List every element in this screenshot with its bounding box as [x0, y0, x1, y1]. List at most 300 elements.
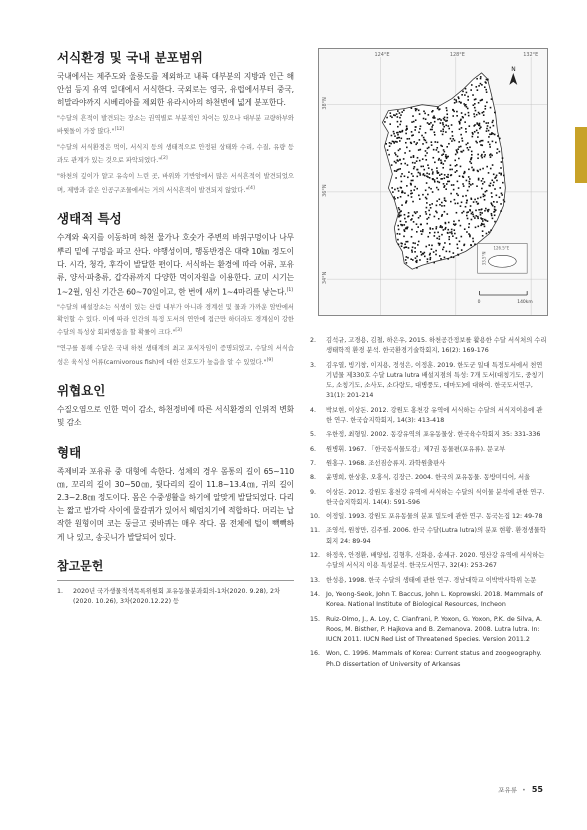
occurrence-dot: [449, 243, 451, 245]
occurrence-dot: [442, 249, 444, 251]
occurrence-dot: [447, 174, 449, 176]
occurrence-dot: [478, 102, 480, 104]
occurrence-dot: [418, 149, 420, 151]
occurrence-dot: [441, 205, 443, 207]
reference-number: 11.: [310, 527, 321, 535]
occurrence-dot: [460, 119, 462, 121]
occurrence-dot: [439, 182, 441, 184]
occurrence-dot: [406, 128, 408, 130]
occurrence-dot: [456, 193, 458, 195]
occurrence-dot: [446, 146, 448, 148]
occurrence-dot: [428, 244, 430, 246]
occurrence-dot: [418, 217, 420, 219]
reference-item: [310, 551, 548, 572]
occurrence-dot: [497, 148, 499, 150]
lat-label-34: 34°N: [321, 271, 328, 285]
reference-text: Won, C. 1996. Mammals of Korea: Current status and zoogeography. Ph.D dissertation of University of Arkansas: [326, 650, 542, 668]
occurrence-dot: [426, 223, 428, 225]
occurrence-dot: [419, 128, 421, 130]
occurrence-dot: [486, 122, 488, 124]
svg-text:126.5°E: 126.5°E: [493, 245, 510, 251]
occurrence-dot: [486, 91, 488, 93]
occurrence-dot: [433, 262, 435, 264]
occurrence-dot: [456, 212, 458, 214]
reference-item: [310, 473, 548, 483]
occurrence-dot: [499, 151, 501, 153]
occurrence-dot: [486, 233, 488, 235]
occurrence-dot: [423, 110, 425, 112]
occurrence-dot: [398, 214, 400, 216]
occurrence-dot: [444, 205, 446, 207]
lon-label-124: 124°E: [374, 52, 390, 59]
occurrence-dot: [422, 158, 424, 160]
occurrence-dot: [474, 243, 476, 245]
occurrence-dot: [443, 126, 445, 128]
occurrence-dot: [420, 166, 422, 168]
occurrence-dot: [434, 162, 436, 164]
occurrence-dot: [479, 169, 481, 171]
occurrence-dot: [432, 124, 434, 126]
occurrence-dot: [418, 195, 420, 197]
occurrence-dot: [416, 223, 418, 225]
occurrence-dot: [398, 150, 400, 152]
occurrence-dot: [477, 132, 479, 134]
occurrence-dot: [487, 125, 489, 127]
occurrence-dot: [455, 223, 457, 225]
occurrence-dot: [397, 121, 399, 123]
occurrence-dot: [406, 262, 408, 264]
occurrence-dot: [413, 168, 415, 170]
occurrence-dot: [411, 180, 413, 182]
occurrence-dot: [427, 164, 429, 166]
occurrence-dot: [408, 247, 410, 249]
occurrence-dot: [422, 174, 424, 176]
occurrence-dot: [410, 190, 412, 192]
occurrence-dot: [413, 121, 415, 123]
occurrence-dot: [429, 214, 431, 216]
occurrence-dot: [458, 146, 460, 148]
occurrence-dot: [502, 157, 504, 159]
occurrence-dot: [397, 110, 399, 112]
occurrence-dot: [398, 243, 400, 245]
occurrence-dot: [402, 192, 404, 194]
occurrence-dot: [459, 101, 461, 103]
occurrence-dot: [434, 232, 436, 234]
occurrence-dot: [432, 171, 434, 173]
occurrence-dot: [416, 261, 418, 263]
occurrence-dot: [407, 195, 409, 197]
occurrence-dot: [425, 140, 427, 142]
occurrence-dot: [400, 187, 402, 189]
occurrence-dot: [496, 152, 498, 154]
occurrence-dot: [407, 138, 409, 140]
occurrence-dot: [424, 256, 426, 258]
occurrence-dot: [488, 231, 490, 233]
occurrence-dot: [468, 115, 470, 117]
occurrence-dot: [443, 149, 445, 151]
occurrence-dot: [439, 204, 441, 206]
occurrence-dot: [470, 158, 472, 160]
occurrence-dot: [477, 157, 479, 159]
occurrence-dot: [400, 176, 402, 178]
occurrence-dot: [406, 125, 408, 127]
occurrence-dot: [475, 141, 477, 143]
occurrence-dot: [480, 225, 482, 227]
occurrence-dot: [399, 159, 401, 161]
occurrence-dot: [443, 229, 445, 231]
occurrence-dot: [417, 176, 419, 178]
occurrence-dot: [446, 183, 448, 185]
occurrence-dot: [463, 245, 465, 247]
occurrence-dot: [499, 172, 501, 174]
reference-item: [310, 512, 548, 522]
occurrence-dot: [419, 160, 421, 162]
occurrence-dot: [481, 180, 483, 182]
occurrence-dot: [478, 209, 480, 211]
occurrence-dot: [471, 151, 473, 153]
occurrence-dot: [405, 228, 407, 230]
occurrence-dot: [485, 220, 487, 222]
occurrence-dot: [472, 238, 474, 240]
occurrence-dot: [492, 185, 494, 187]
occurrence-dot: [468, 186, 470, 188]
occurrence-dot: [460, 146, 462, 148]
occurrence-dot: [393, 196, 395, 198]
occurrence-dot: [427, 258, 429, 260]
occurrence-dot: [451, 184, 453, 186]
occurrence-dot: [420, 230, 422, 232]
distribution-map: [318, 48, 548, 316]
occurrence-dot: [422, 231, 424, 233]
occurrence-dot: [440, 258, 442, 260]
reference-text: Ruiz-Olmo, J., A. Loy, C. Cianfrani, P. Yoxon, G. Yoxon, P.K. de Silva, A. Roos, M. Bisther, P. Hajkova and B. Zemanova. 2008. Lutra lutra. In: IUCN 2011. IUCN Red List of Threatened Species. Version 2011.2: [326, 615, 543, 644]
threat-title: 위협요인: [57, 383, 106, 399]
occurrence-dot: [489, 134, 491, 136]
occurrence-dot: [451, 169, 453, 171]
occurrence-dot: [470, 89, 472, 91]
occurrence-dot: [399, 233, 401, 235]
occurrence-dot: [413, 189, 415, 191]
footer-section: 포유류: [498, 786, 518, 794]
occurrence-dot: [399, 131, 401, 133]
occurrence-dot: [433, 115, 435, 117]
occurrence-dot: [428, 210, 430, 212]
occurrence-dot: [496, 201, 498, 203]
occurrence-dot: [450, 138, 452, 140]
occurrence-dot: [429, 227, 431, 229]
occurrence-dot: [471, 213, 473, 215]
occurrence-dot: [401, 224, 403, 226]
occurrence-dot: [482, 183, 484, 185]
occurrence-dot: [469, 125, 471, 127]
occurrence-dot: [399, 168, 401, 170]
occurrence-dot: [456, 101, 458, 103]
reference-text: 윤명희, 한상훈, 오홍식, 김장근. 2004. 한국의 포유동물. 동방미디어, 서울: [326, 474, 531, 482]
occurrence-dot: [477, 218, 479, 220]
occurrence-dot: [461, 112, 463, 114]
occurrence-dot: [466, 106, 468, 108]
occurrence-dot: [467, 211, 469, 213]
morphology-body: 족제비과 포유류 중 대형에 속한다. 성체의 경우 몸통의 길이 65~110㎝, 꼬리의 길이 30~50㎝, 뒷다리의 길이 11.8~13.4㎝, 귀의 길이 2.3~2.8㎝ 정도이다. 몸은 수중생활을 하기에 알맞게 발달되었다. 다리는 짧고 발가락 사이에 물갈퀴가 있어서 헤엄치기에 적합하다. 머리는 납작한 원형이며 코는 둥글고 귓바퀴는 매우 작다. 몸 전체에 털이 빽빽하게 나 있고, 송곳니가 발달되어 있다.: [57, 466, 294, 542]
reference-text: 김석규, 고경용, 김철, 하은우, 2015. 하천공간정보를 활용한 수달 서식처의 수리 생태학적 환경 분석. 한국환경기술학회지, 16(2): 169-176: [326, 337, 547, 355]
occurrence-dot: [399, 209, 401, 211]
occurrence-dot: [492, 120, 494, 122]
occurrence-dot: [447, 229, 449, 231]
occurrence-dot: [391, 135, 393, 137]
threat-body: 수질오염으로 인한 먹이 감소, 하천정비에 따른 서식환경의 인위적 변화 및 감소: [57, 405, 294, 428]
occurrence-dot: [402, 130, 404, 132]
occurrence-dot: [481, 212, 483, 214]
occurrence-dot: [501, 161, 503, 163]
occurrence-dot: [451, 233, 453, 235]
occurrence-dot: [436, 205, 438, 207]
occurrence-dot: [414, 166, 416, 168]
occurrence-dot: [412, 175, 414, 177]
occurrence-dot: [449, 232, 451, 234]
occurrence-dot: [405, 241, 407, 243]
occurrence-dot: [434, 141, 436, 143]
occurrence-dot: [397, 116, 399, 118]
occurrence-dot: [397, 132, 399, 134]
occurrence-dot: [403, 109, 405, 111]
occurrence-dot: [466, 180, 468, 182]
occurrence-dot: [432, 173, 434, 175]
occurrence-dot: [454, 233, 456, 235]
occurrence-dot: [500, 167, 502, 169]
occurrence-dot: [454, 199, 456, 201]
occurrence-dot: [414, 186, 416, 188]
threat-section: [57, 381, 294, 429]
occurrence-dot: [484, 108, 486, 110]
occurrence-dot: [430, 257, 432, 259]
reference-number: 16.: [310, 650, 321, 658]
occurrence-dot: [428, 187, 430, 189]
occurrence-dot: [419, 113, 421, 115]
occurrence-dot: [479, 141, 481, 143]
left-column: [57, 48, 294, 611]
occurrence-dot: [447, 232, 449, 234]
occurrence-dot: [426, 142, 428, 144]
reference-item: [310, 445, 548, 455]
ecology-quote-1: "수달의 배설장소는 식생이 있는 산림 내부가 아니라 경계선 및 물과 가까운 암반에서 확인할 수 있다. 이에 따라 인간의 특정 도서의 연안에 접근만 하더라도 경계심이 강한 수달의 특성상 회피행동을 할 확률이 크다."[3]: [57, 304, 294, 337]
occurrence-dot: [437, 181, 439, 183]
occurrence-dot: [419, 139, 421, 141]
occurrence-dot: [469, 161, 471, 163]
occurrence-dot: [392, 141, 394, 143]
occurrence-dot: [426, 198, 428, 200]
occurrence-dot: [431, 141, 433, 143]
occurrence-dot: [496, 180, 498, 182]
occurrence-dot: [415, 108, 417, 110]
occurrence-dot: [403, 236, 405, 238]
occurrence-dot: [485, 82, 487, 84]
occurrence-dot: [389, 145, 391, 147]
map-svg: [319, 49, 547, 315]
occurrence-dot: [445, 188, 447, 190]
occurrence-dot: [494, 134, 496, 136]
occurrence-dot: [432, 228, 434, 230]
occurrence-dot: [494, 206, 496, 208]
occurrence-dot: [425, 118, 427, 120]
occurrence-dot: [452, 135, 454, 137]
occurrence-dot: [415, 257, 417, 259]
occurrence-dot: [448, 222, 450, 224]
occurrence-dot: [465, 128, 467, 130]
occurrence-dot: [400, 163, 402, 165]
habitat-quote-1: "수달의 흔적이 발견되는 장소는 권역별로 부분적인 차이는 있으나 대부분 교량하부와 바윗돌이 가장 많다."[12]: [57, 114, 294, 136]
occurrence-dot: [422, 194, 424, 196]
habitat-section: [57, 48, 294, 196]
occurrence-dot: [403, 158, 405, 160]
occurrence-dot: [436, 226, 438, 228]
occurrence-dot: [437, 141, 439, 143]
occurrence-dot: [437, 172, 439, 174]
occurrence-dot: [406, 246, 408, 248]
occurrence-dot: [492, 133, 494, 135]
occurrence-dot: [435, 228, 437, 230]
occurrence-dot: [475, 110, 477, 112]
occurrence-dot: [492, 218, 494, 220]
occurrence-dot: [416, 142, 418, 144]
occurrence-dot: [466, 144, 468, 146]
occurrence-dot: [472, 214, 474, 216]
occurrence-dot: [445, 131, 447, 133]
occurrence-dot: [499, 187, 501, 189]
occurrence-dot: [486, 79, 488, 81]
occurrence-dot: [405, 221, 407, 223]
occurrence-dot: [493, 201, 495, 203]
occurrence-dot: [416, 256, 418, 258]
occurrence-dot: [420, 251, 422, 253]
occurrence-dot: [416, 160, 418, 162]
reference-number: 1.: [57, 587, 64, 595]
occurrence-dot: [463, 211, 465, 213]
occurrence-dot: [491, 213, 493, 215]
occurrence-dot: [426, 152, 428, 154]
occurrence-dot: [486, 190, 488, 192]
occurrence-dot: [397, 159, 399, 161]
occurrence-dot: [476, 86, 478, 88]
occurrence-dot: [491, 215, 493, 217]
occurrence-dot: [414, 211, 416, 213]
occurrence-dot: [474, 107, 476, 109]
occurrence-dot: [401, 111, 403, 113]
occurrence-dot: [430, 122, 432, 124]
occurrence-dot: [473, 104, 475, 106]
occurrence-dot: [467, 218, 469, 220]
occurrence-dot: [449, 169, 451, 171]
occurrence-dot: [466, 231, 468, 233]
occurrence-dot: [485, 105, 487, 107]
occurrence-dot: [444, 197, 446, 199]
occurrence-dot: [463, 103, 465, 105]
occurrence-dot: [469, 209, 471, 211]
reference-item: [310, 488, 548, 509]
occurrence-dot: [457, 254, 459, 256]
occurrence-dot: [461, 201, 463, 203]
occurrence-dot: [434, 216, 436, 218]
occurrence-dot: [460, 102, 462, 104]
reference-text: 김우열, 빙기창, 이지용, 정성은, 이정훈. 2019. 한도군 일대 특정도서에서 천연기념물 제330호 수달 Lutra lutra 배설지점의 특성: 7개 도서(대칭기도, 중칭기도, 소칭기도, 소사도, 소다랑도, 대병풍도, 대마도)에 대하여. 한국도서연구, 31(1): 201-214: [326, 361, 544, 400]
occurrence-dot: [494, 221, 496, 223]
occurrence-dot: [458, 98, 460, 100]
occurrence-dot: [385, 143, 387, 145]
occurrence-dot: [492, 164, 494, 166]
occurrence-dot: [459, 123, 461, 125]
occurrence-dot: [427, 122, 429, 124]
occurrence-dot: [455, 171, 457, 173]
occurrence-dot: [450, 175, 452, 177]
reference-number: 9.: [310, 488, 317, 496]
occurrence-dot: [490, 156, 492, 158]
occurrence-dot: [480, 144, 482, 146]
reference-item: [310, 406, 548, 427]
occurrence-dot: [411, 131, 413, 133]
occurrence-dot: [465, 131, 467, 133]
occurrence-dot: [440, 145, 442, 147]
occurrence-dot: [388, 154, 390, 156]
references-list-left: [57, 587, 294, 608]
occurrence-dot: [495, 142, 497, 144]
occurrence-dot: [421, 135, 423, 137]
occurrence-dot: [471, 84, 473, 86]
occurrence-dot: [440, 162, 442, 164]
occurrence-dot: [397, 225, 399, 227]
occurrence-dot: [407, 177, 409, 179]
occurrence-dot: [407, 241, 409, 243]
occurrence-dot: [411, 142, 413, 144]
occurrence-dot: [493, 173, 495, 175]
occurrence-dot: [410, 183, 412, 185]
occurrence-dot: [488, 141, 490, 143]
reference-number: 12.: [310, 552, 321, 560]
occurrence-dot: [392, 191, 394, 193]
occurrence-dot: [451, 131, 453, 133]
occurrence-dot: [399, 117, 401, 119]
occurrence-dot: [461, 127, 463, 129]
occurrence-dot: [491, 179, 493, 181]
reference-item: [310, 590, 548, 611]
occurrence-dot: [442, 134, 444, 136]
occurrence-dot: [387, 149, 389, 151]
occurrence-dot: [485, 89, 487, 91]
occurrence-dot: [456, 115, 458, 117]
occurrence-dot: [448, 236, 450, 238]
occurrence-dot: [439, 243, 441, 245]
reference-number: 7.: [310, 459, 317, 467]
occurrence-dot: [428, 217, 430, 219]
occurrence-dot: [427, 261, 429, 263]
occurrence-dot: [458, 141, 460, 143]
occurrence-dot: [427, 236, 429, 238]
occurrence-dot: [438, 151, 440, 153]
occurrence-dot: [439, 226, 441, 228]
occurrence-dot: [473, 169, 475, 171]
occurrence-dot: [481, 112, 483, 114]
occurrence-dot: [486, 128, 488, 130]
occurrence-dot: [433, 251, 435, 253]
occurrence-dot: [468, 181, 470, 183]
occurrence-dot: [474, 131, 476, 133]
lon-label-128: 128°E: [449, 52, 465, 59]
occurrence-dot: [420, 125, 422, 127]
occurrence-dot: [496, 175, 498, 177]
occurrence-dot: [391, 187, 393, 189]
occurrence-dot: [414, 243, 416, 245]
occurrence-dot: [443, 131, 445, 133]
occurrence-dot: [480, 76, 482, 78]
occurrence-dot: [486, 166, 488, 168]
